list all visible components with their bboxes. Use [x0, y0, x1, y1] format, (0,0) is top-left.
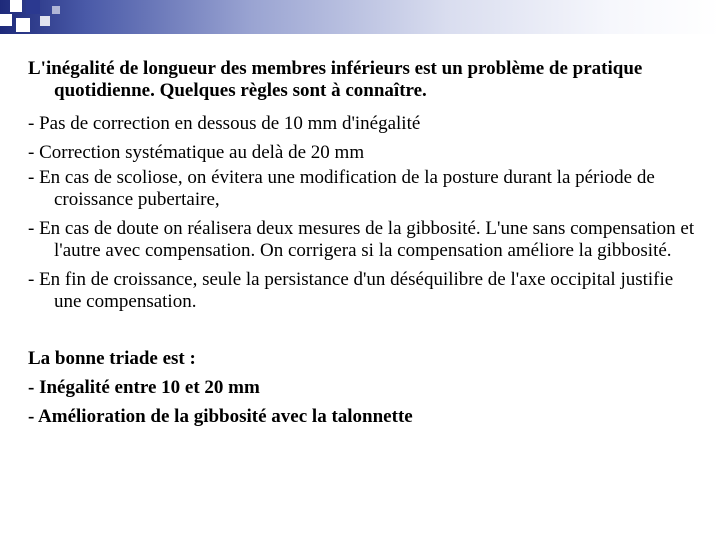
header-band	[0, 0, 720, 34]
rule-item: - En cas de doute on réalisera deux mesures de la gibbosité. L'une sans compensation et l'autre avec compensation. On corrigera si la compensation améliore la gibbosité.	[28, 218, 695, 261]
rule-item: - En fin de croissance, seule la persistance d'un déséquilibre de l'axe occipital justifie une compensation.	[28, 269, 674, 312]
triad-item: - Amélioration de la gibbosité avec la talonnette	[28, 406, 413, 427]
triad-item: - Inégalité entre 10 et 20 mm	[28, 377, 260, 398]
rule-item: - Pas de correction en dessous de 10 mm d'inégalité	[28, 113, 421, 134]
decorative-square	[40, 16, 50, 26]
spacer	[28, 320, 700, 344]
decorative-square	[26, 0, 40, 14]
rule-item: - Correction systématique au delà de 20 mm	[28, 142, 365, 163]
decorative-square	[10, 0, 22, 12]
decorative-square	[0, 14, 12, 26]
decorative-square	[52, 6, 60, 14]
slide-body	[28, 58, 700, 431]
intro-paragraph: L'inégalité de longueur des membres inférieurs est un problème de pratique quotidienne. Quelques règles sont à connaître.	[28, 58, 643, 101]
rule-item: - En cas de scoliose, on évitera une modification de la posture durant la période de croissance pubertaire,	[28, 167, 655, 210]
triad-title: La bonne triade est :	[28, 348, 196, 369]
decorative-square	[16, 18, 30, 32]
